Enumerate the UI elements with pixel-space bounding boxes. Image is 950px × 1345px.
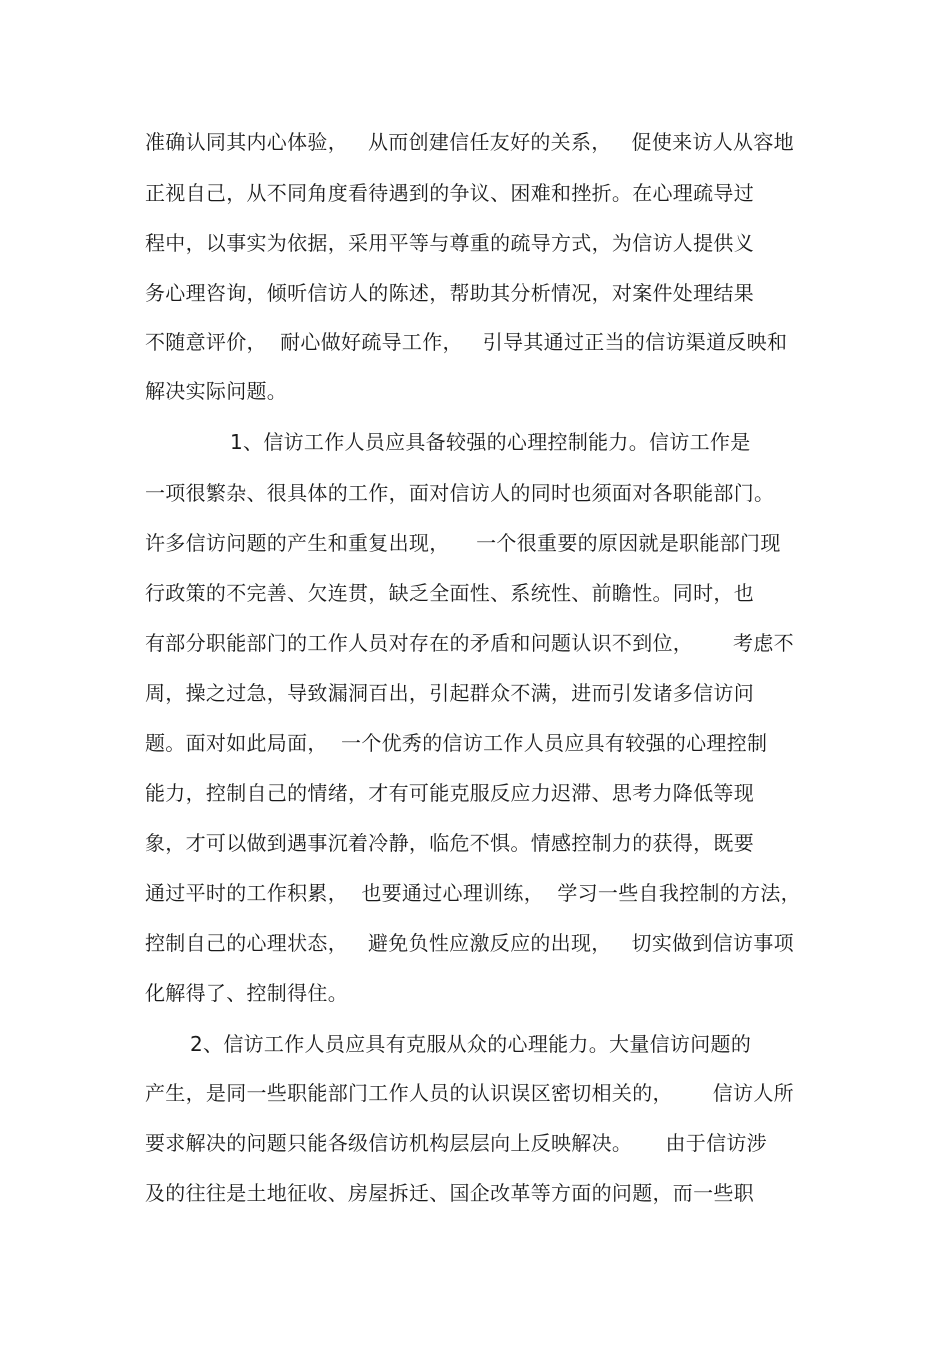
text-line: 周，操之过急，导致漏洞百出，引起群众不满，进而引发诸多信访问 bbox=[145, 681, 754, 705]
text-line: 通过平时的工作积累， 也要通过心理训练， 学习一些自我控制的方法， bbox=[145, 881, 801, 905]
text-line: 不随意评价， 耐心做好疏导工作， 引导其通过正当的信访渠道反映和 bbox=[145, 330, 788, 354]
text-line: 能力，控制自己的情绪，才有可能克服反应力迟滞、思考力降低等现 bbox=[145, 781, 754, 805]
text-line: 程中，以事实为依据，采用平等与尊重的疏导方式，为信访人提供义 bbox=[145, 231, 754, 255]
text-line: 及的往往是土地征收、房屋拆迁、国企改革等方面的问题，而一些职 bbox=[145, 1181, 754, 1205]
text-line: 控制自己的心理状态， 避免负性应激反应的出现， 切实做到信访事项 bbox=[145, 931, 794, 955]
text-line: 题。面对如此局面， 一个优秀的信访工作人员应具有较强的心理控制 bbox=[145, 731, 768, 755]
text-line: 要求解决的问题只能各级信访机构层层向上反映解决。 由于信访涉 bbox=[145, 1131, 767, 1155]
text-line: 准确认同其内心体验， 从而创建信任友好的关系， 促使来访人从容地 bbox=[145, 130, 794, 154]
text-line: 有部分职能部门的工作人员对存在的矛盾和问题认识不到位， 考虑不 bbox=[145, 631, 794, 655]
text-line: 一项很繁杂、很具体的工作，面对信访人的同时也须面对各职能部门。 bbox=[145, 481, 775, 505]
text-line: 产生，是同一些职能部门工作人员的认识误区密切相关的， 信访人所 bbox=[145, 1081, 794, 1105]
text-line: 象，才可以做到遇事沉着冷静，临危不惧。情感控制力的获得，既要 bbox=[145, 831, 754, 855]
text-line: 行政策的不完善、欠连贯，缺乏全面性、系统性、前瞻性。同时，也 bbox=[145, 581, 754, 605]
text-line: 化解得了、控制得住。 bbox=[145, 981, 348, 1005]
text-line: 正视自己，从不同角度看待遇到的争议、困难和挫折。在心理疏导过 bbox=[145, 181, 754, 205]
paragraph-heading-2: 2、信访工作人员应具有克服从众的心理能力。大量信访问题的 bbox=[190, 1032, 752, 1056]
paragraph-heading-1: 1、信访工作人员应具备较强的心理控制能力。信访工作是 bbox=[230, 430, 751, 454]
text-line: 务心理咨询，倾听信访人的陈述，帮助其分析情况，对案件处理结果 bbox=[145, 281, 754, 305]
text-line: 解决实际问题。 bbox=[145, 379, 288, 403]
text-line: 许多信访问题的产生和重复出现， 一个很重要的原因就是职能部门现 bbox=[145, 531, 781, 555]
